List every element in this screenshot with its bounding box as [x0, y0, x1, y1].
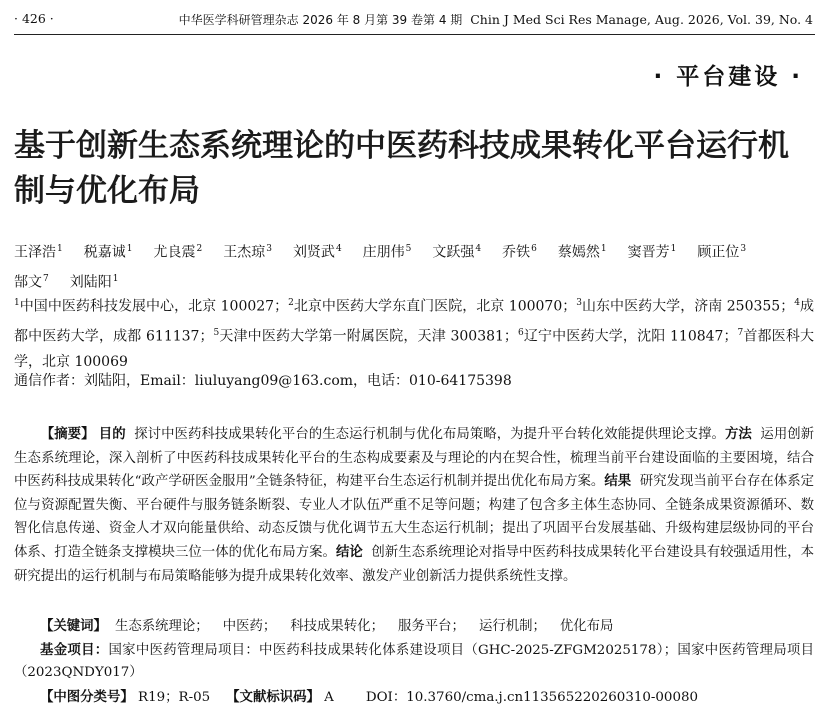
author [628, 236, 677, 266]
clc-value: R19；R-05 [138, 690, 211, 705]
author-affiliation-mark: 1 [112, 273, 119, 284]
header-rule [14, 34, 815, 35]
affiliations [14, 290, 814, 375]
affiliation-mark: 5 [213, 327, 220, 338]
results-text: 研究发现当前平台存在体系定位与资源配置失衡、平台硬件与服务链条断裂、专业人才队伍严重不足等问题；构建了包含多主体生态协同、全链条成果资源循环、数智化信息传递、资金人才双向能量供给、动态反馈与优化调节五大生态运行机制；提出了巩固平台发展基础、升级构建层级协同的平台体系、打造全链条支撑模块三位一体的优化布局方案。 [14, 474, 815, 560]
methods-label: 方法 [724, 427, 752, 442]
funding-label: 基金项目： [40, 643, 109, 658]
article-title: 基于创新生态系统理论的中医药科技成果转化平台运行机制与优化布局 [14, 128, 789, 209]
author-name: 郜文 [14, 274, 42, 291]
doi: DOI：10.3760/cma.j.cn113565220260310-00080 [365, 690, 699, 705]
affiliation-text: 北京中医药大学东直门医院，北京 100070； [293, 298, 577, 315]
author [223, 236, 272, 266]
affiliation-text: 山东中医药大学，济南 250355； [581, 298, 795, 315]
affiliation-text: 首都医科大学，北京 100069 [14, 328, 814, 371]
author-name: 税嘉诚 [83, 244, 126, 261]
affiliation-text: 中国中医药科技发展中心，北京 100027； [19, 298, 289, 315]
author-name: 窦晋芳 [627, 244, 670, 261]
author [84, 236, 133, 266]
affiliation-mark: 2 [288, 298, 294, 308]
author-affiliation-mark: 5 [405, 244, 412, 254]
author-affiliation-mark: 1 [600, 244, 607, 254]
author-affiliation-mark: 3 [740, 244, 747, 254]
page-number: · 426 · [14, 11, 54, 26]
abstract-label: 【摘要】 [40, 427, 95, 442]
results-label: 结果 [604, 474, 632, 490]
conclusion-label: 结论 [335, 544, 363, 560]
keyword: 运行机制； [478, 619, 546, 634]
author [363, 236, 412, 266]
author-affiliation-mark: 1 [126, 244, 133, 254]
classification [14, 687, 814, 709]
author-name: 王泽浩 [14, 244, 56, 261]
corresponding-author: 通信作者：刘陆阳，Email：liuluyang09@163.com，电话：010-64175398 [14, 373, 512, 389]
affiliation-text: 辽宁中医药大学，沈阳 110847； [523, 328, 738, 345]
funding [14, 640, 814, 684]
objective-text: 探讨中医药科技成果转化平台的生态运行机制与优化布局策略，为提升平台转化效能提供理论支撑。 [134, 427, 725, 442]
author-name: 蔡嫣然 [557, 244, 600, 261]
author [697, 236, 746, 266]
author [432, 236, 481, 266]
affiliation-text: 成都中医药大学，成都 611137； [14, 298, 814, 345]
keyword: 中医药； [222, 619, 277, 634]
funding-text: 国家中医药管理局项目：中医药科技成果转化体系建设项目（GHC-2025-ZFGM2025178）；国家中医药管理局项目（2023QNDY017） [14, 643, 815, 680]
keywords-label: 【关键词】 [40, 619, 107, 634]
running-header [14, 11, 813, 31]
author [14, 236, 63, 266]
clc-label: 【中图分类号】 [40, 690, 134, 705]
author-affiliation-mark: 1 [670, 244, 677, 254]
author-name: 庄朋伟 [362, 244, 405, 261]
affiliation-text: 天津中医药大学第一附属医院，天津 300381； [219, 328, 518, 345]
keyword: 服务平台； [397, 619, 465, 634]
methods-text: 运用创新生态系统理论，深入剖析了中医药科技成果转化平台的生态构成要素及与理论的内在契合性，梳理当前平台建设面临的主要困境，结合中医药科技成果转化“政产学研医金服用”全链条特征，构建平台生态运行机制并提出优化布局方案。 [14, 427, 815, 490]
affiliation-mark: 4 [794, 298, 800, 308]
keyword: 生态系统理论； [114, 619, 209, 634]
author [502, 236, 537, 266]
author-name: 刘陆阳 [69, 274, 112, 291]
journal-citation [179, 11, 813, 28]
keywords [14, 616, 814, 638]
author-affiliation-mark: 1 [57, 244, 63, 254]
author-affiliation-mark: 4 [475, 244, 482, 254]
affiliation-mark: 1 [14, 298, 20, 308]
objective-label: 目的 [98, 427, 126, 442]
keyword: 科技成果转化； [290, 619, 384, 634]
keyword: 优化布局 [559, 619, 614, 634]
author-name: 尤良震 [153, 244, 196, 261]
author-affiliation-mark: 7 [43, 273, 49, 284]
doc-code-label: 【文献标识码】 [226, 690, 320, 705]
affiliation-mark: 6 [517, 327, 524, 338]
author-affiliation-mark: 2 [196, 244, 203, 254]
author-name: 王杰琼 [223, 244, 266, 261]
author-name: 刘贤武 [292, 244, 335, 261]
author-affiliation-mark: 4 [335, 244, 342, 254]
author-list [14, 236, 814, 295]
conclusion-text: 创新生态系统理论对指导中医药科技成果转化平台建设具有较强适用性，本研究提出的运行机制与布局策略能够为提升成果转化效率、激发产业创新活力提供系统性支撑。 [14, 544, 815, 584]
author-name: 顾正位 [697, 244, 740, 261]
author [153, 236, 202, 266]
author-affiliation-mark: 3 [266, 244, 272, 254]
doc-code-value: A [324, 690, 334, 705]
author-affiliation-mark: 6 [531, 244, 537, 254]
affiliation-mark: 7 [737, 327, 744, 338]
author-name: 文跃强 [432, 244, 475, 261]
author [293, 236, 342, 266]
affiliation-mark: 3 [576, 298, 582, 308]
author-name: 乔铁 [502, 244, 531, 261]
abstract [14, 423, 814, 588]
author [558, 236, 607, 266]
section-tag: · 平台建设 · [653, 64, 803, 90]
journal-name: 中华医学科研管理杂志 2026 年 8 月第 39 卷第 4 期 [178, 13, 463, 27]
journal-name-en: Chin J Med Sci Res Manage, Aug. 2026, Vol. 39, No. 4 [470, 12, 813, 27]
